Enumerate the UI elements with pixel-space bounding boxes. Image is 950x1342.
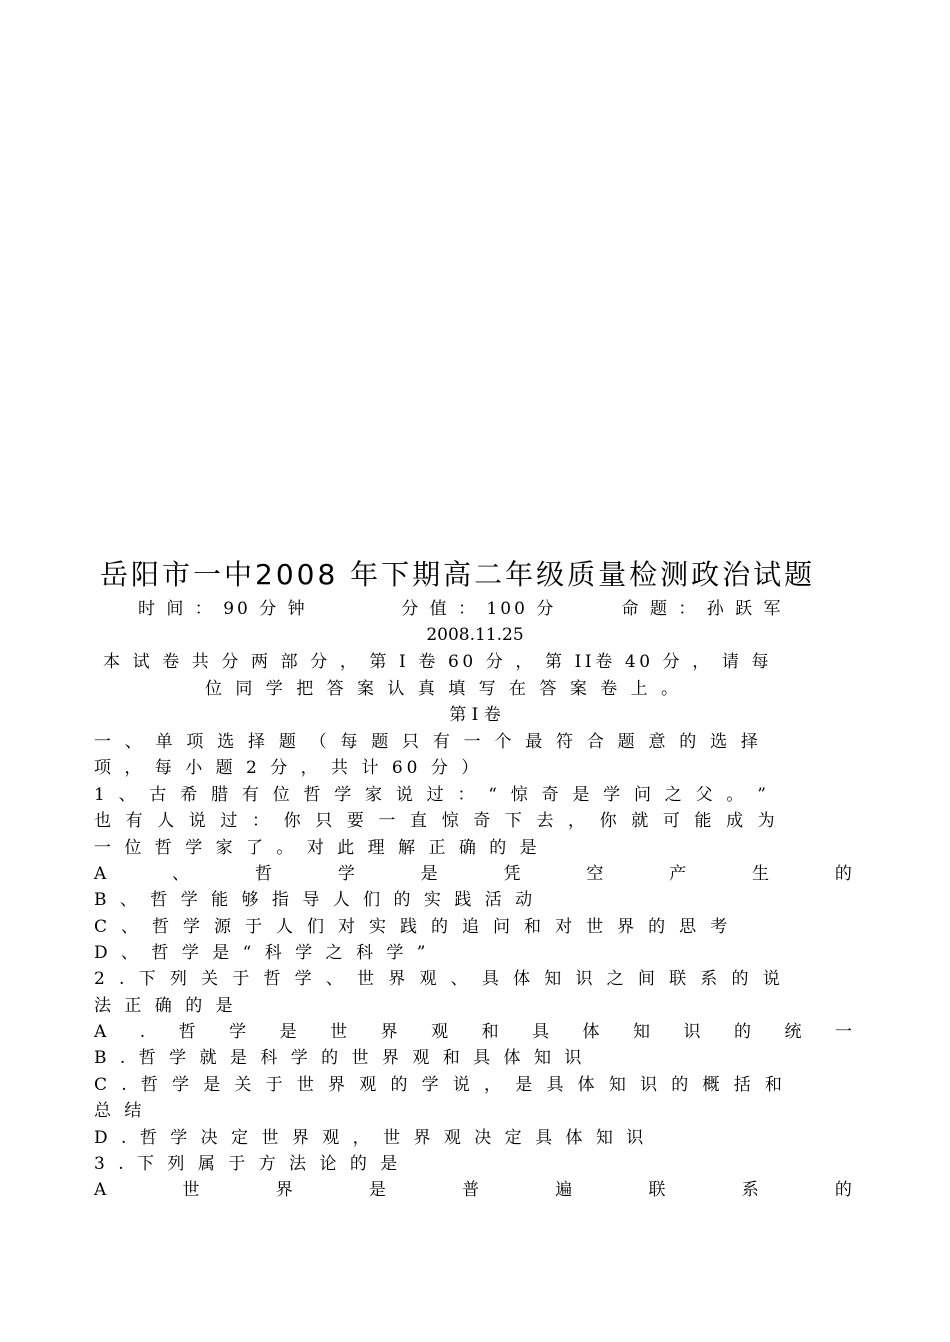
question-3-option-a: A 世 界 是 普 遍 联 系 的 [94,1180,852,1200]
exam-title: 岳阳市一中2008 年下期高二年级质量检测政治试题 [100,558,816,591]
question-1-line-3: 一 位 哲 学 家 了 。 对 此 理 解 正 确 的 是 [94,838,541,858]
question-2-option-c-line-2: 总 结 [94,1101,146,1121]
question-2-option-b: B . 哲 学 就 是 科 学 的 世 界 观 和 具 体 知 识 [94,1048,586,1068]
question-1-option-c: C 、 哲 学 源 于 人 们 对 实 践 的 追 问 和 对 世 界 的 思 考 [94,917,732,937]
question-2-option-a: A . 哲 学 是 世 界 观 和 具 体 知 识 的 统 一 [94,1022,852,1042]
question-2-line-2: 法 正 确 的 是 [94,996,237,1016]
question-2-option-c-line-1: C . 哲 学 是 关 于 世 界 观 的 学 说 ， 是 具 体 知 识 的 概 括 和 [94,1075,787,1095]
question-1-line-2: 也 有 人 说 过 ： 你 只 要 一 直 惊 奇 下 去 ， 你 就 可 能 成 为 [94,811,780,831]
intro-line-1: 本 试 卷 共 分 两 部 分 ， 第 I 卷 60 分 ， 第 II卷 40 分 ， 请 每 [103,652,773,672]
question-1-option-a: A 、 哲 学 是 凭 空 产 生 的 [94,864,852,884]
intro-line-2: 位 同 学 把 答 案 认 真 填 写 在 答 案 卷 上 。 [205,679,683,699]
question-1-option-b: B 、 哲 学 能 够 指 导 人 们 的 实 践 活 动 [94,890,537,910]
exam-meta-line: 时 间 ： 90 分 钟 分 值 ： 100 分 命 题 ： 孙 跃 军 [138,599,784,619]
question-3-line-1: 3 . 下 列 属 于 方 法 论 的 是 [94,1154,402,1174]
question-2-option-d: D . 哲 学 决 定 世 界 观 ， 世 界 观 决 定 具 体 知 识 [94,1128,648,1148]
part1-heading-line-1: 一 、 单 项 选 择 题 （ 每 题 只 有 一 个 最 符 合 题 意 的 选 择 [94,732,763,752]
section-title: 第 I 卷 [449,705,501,725]
part1-heading-line-2: 项 ， 每 小 题 2 分 ， 共 计 60 分 ） [94,758,483,778]
exam-date: 2008.11.25 [426,625,524,645]
question-1-option-d: D 、 哲 学 是 “ 科 学 之 科 学 ” [94,943,430,963]
question-1-line-1: 1 、 古 希 腊 有 位 哲 学 家 说 过 ： “ 惊 奇 是 学 问 之 父 。 ” [94,785,771,805]
question-2-line-1: 2 . 下 列 关 于 哲 学 、 世 界 观 、 具 体 知 识 之 间 联 系 的 说 [94,969,785,989]
